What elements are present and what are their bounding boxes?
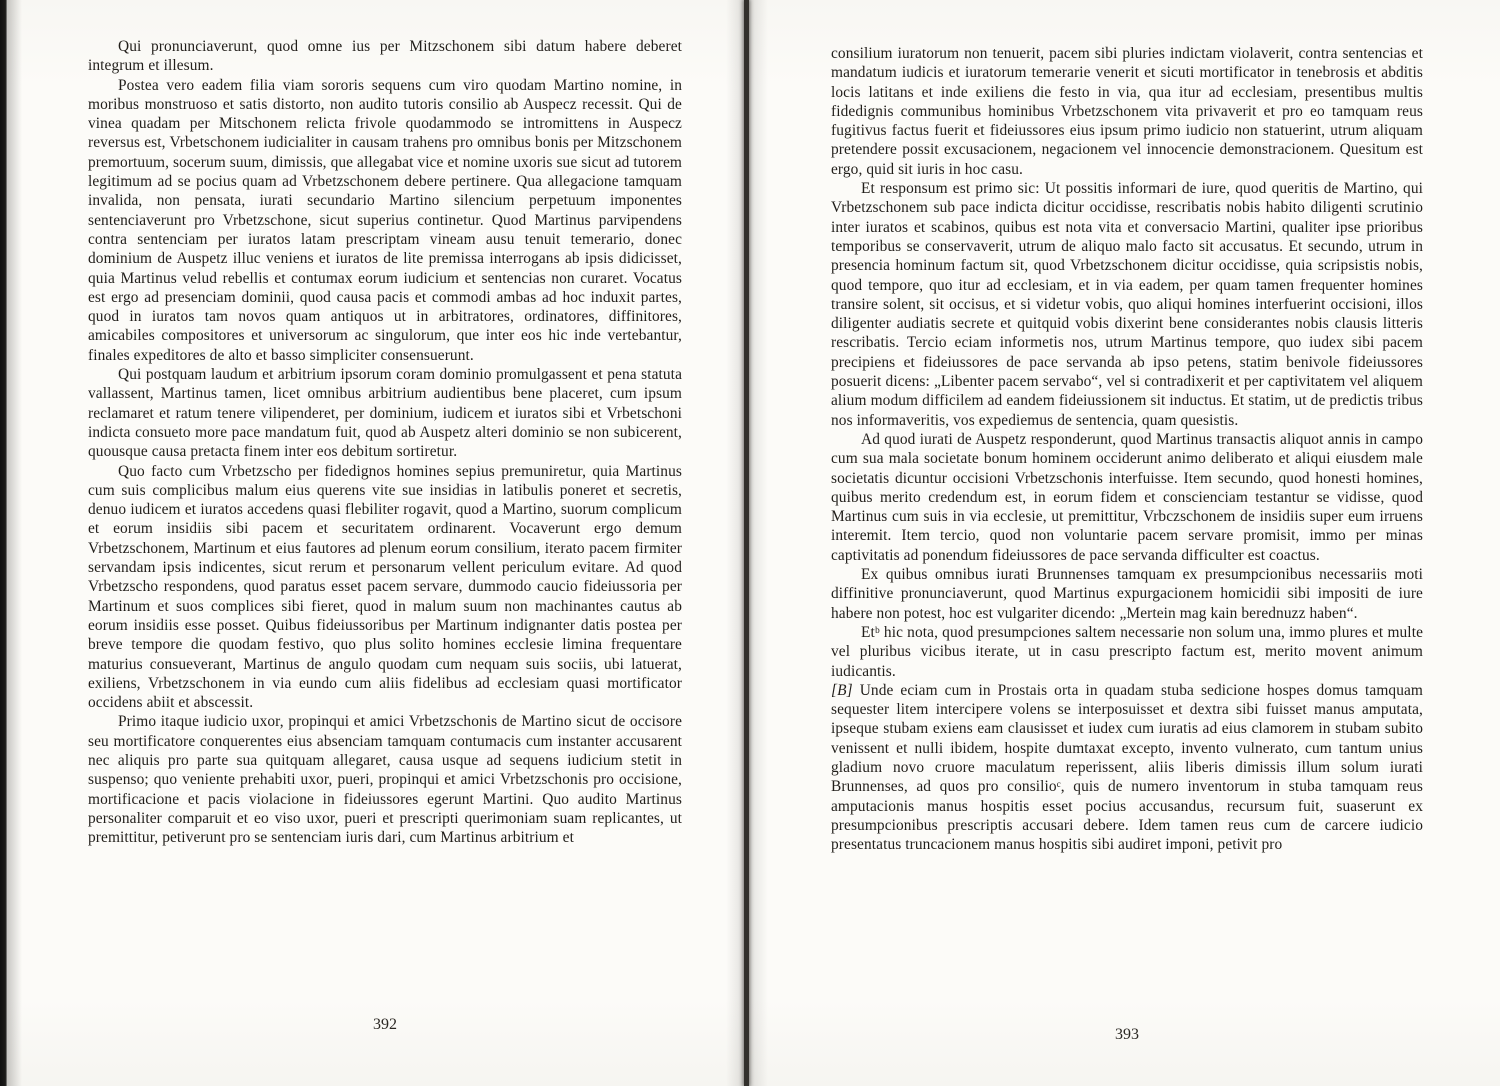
left-page-text — [88, 37, 682, 847]
paragraph: Qui postquam laudum et arbitrium ipsorum coram dominio promulgassent et pena statuta vallassent, Martinus tamen, licet omnibus arbitrium audientibus bene placeret, cum ipsum reclamaret et ratum tenere vilipenderet, per dominium, iudicem et iuratos sibi et Vrbetschoni indicta consueto more pace mandatum fuit, quod ab Auspetz alteri dominio se non subicerent, quousque causa pretacta finem inter eos debitum sortiretur. — [88, 366, 682, 461]
right-page-text — [831, 44, 1423, 854]
paragraph: Ex quibus omnibus iurati Brunnenses tamquam ex presumpcionibus necessariis moti diffinitive pronunciaverunt, quod Martinus expurgacionem homicidii sibi impositi de iure habere non potest, hoc est vulgariter dicendo: „Mertein mag kain berednuzz haben“. — [831, 566, 1423, 622]
paragraph: Et responsum est primo sic: Ut possitis informari de iure, quod queritis de Martino, qui Vrbetzschonem sub pace indicta dicitur occidisse, rescribatis nobis habito diligenti scrutinio inter iuratos et scabinos, quibus est nota vita et conversacio Martini, qualiter ipse prioribus temporibus se conservaverit, utrum de aliquo malo facto sit accusatus. Et secundo, utrum in presencia hominum factum sit, quod Vrbetzschonem dicitur occidisse, quia scripsistis nobis, quod tempore, quo itur ad ecclesiam, et in via eadem, per quam tamen frequenter homines transire solent, sit occisus, et si videtur vobis, quo aliqui homines interfuerint occisioni, illos diligenter audiatis secrete et quitquid vobis dixerint bene considerantes nobis clausis litteris rescribatis. Tercio eciam informetis nos, utrum Martinus tempore, quo iudex sibi pacem precipiens et fideiussores de pace servanda ab ipso petens, statim benivole fideiussores posuerit dicens: „Libenter pacem servabo“, vel si contradixerit et per captivitatem vel aliquem alium modum difficilem ad eandem fideiussionem sit inductus. Et statim, ut de predictis tribus nos informaveritis, vos expediemus de sentencia, quam quesistis. — [831, 180, 1423, 429]
left-page-number: 392 — [373, 1016, 397, 1033]
paragraph: consilium iuratorum non tenuerit, pacem sibi pluries indictam violaverit, contra sentencias et mandatum iudicis et iuratorum temerarie venerit et sicuti mortificator in tenebrosis et abditis locis latitans et inde exiliens die festo in via, qua itur ad ecclesiam, presentibus multis fidedignis communibus hominibus Vrbetzschonem vita privaverit et pro eo tamquam reus fugitivus factus fuerit et fideiussores eius ipsum primo iudicio non statuerint, utrum aliquam pretendere possit excusacionem, negacionem vel innocencie demonstracionem. Quesitum est ergo, quid sit iuris in hoc casu. — [831, 45, 1423, 178]
paragraph-lead-marker: [B] — [831, 681, 860, 699]
paragraph: Quo facto cum Vrbetzscho per fidedignos homines sepius premuniretur, quia Martinus cum suis complicibus malum eius querens vite sue insidias in latibulis poneret et secretis, denuo iudicem et iuratos accedens quasi flebiliter rogavit, quod a Martino, suorum complicum et eorum insidiis sibi pacem et securitatem ordinarent. Vocaverunt ergo demum Vrbetzschonem, Martinum et eius fautores ad plenum eorum consilium, iterato pacem firmiter servandam ipsis indicentes, sicut rerum et personarum vellent periculum evitare. Ad quod Vrbetzscho respondens, quod paratus esset pacem servare, dummodo caucio fideiussoria per Martinum et suos complices sibi fieret, quod in malum suum non machinantes cautus ab eorum insidiis esse posset. Quibus fideiussoribus per Martinum indignanter datis postea per breve tempore die quodam festivo, quo plus solito homines ecclesie limina frequentare maturius consueverant, Martinus de angulo quodam cum nequam suis sociis, ubi latuerat, exiliens, Vrbetzschonem in via eundo cum aliis fidelibus ad ecclesiam quasi mortificator occidens abiit et abscessit. — [88, 462, 682, 712]
paragraph: Qui pronunciaverunt, quod omne ius per Mitzschonem sibi datum habere deberet integrum et illesum. — [88, 38, 682, 75]
right-page-number: 393 — [1115, 1026, 1139, 1043]
paragraph: Primo itaque iudicio uxor, propinqui et amici Vrbetzschonis de Martino sicut de occisore seu mortificatore conquerentes eius absenciam tamquam contumacis cum instanter accusarent nec aliquis pro parte sua quitquam allegaret, causa usque ad sequens iudicium stetit in suspenso; quo veniente prehabiti uxor, pueri, propinqui et amici Vrbetzschonis pro occisione, mortificacione et pacis violacione in fideiussores egerunt Martini. Quo audito Martinus personaliter comparuit et eo viso uxor, pueri et prescripti querimoniam suam replicantes, ut premittitur, petiverunt pro se sentenciam iuris dari, cum Martinus arbitrium et — [88, 713, 682, 847]
paragraph: Postea vero eadem filia viam sororis sequens cum viro quodam Martino nomine, in moribus monstruoso et satis distorto, non audito tutoris consilio ab Auspecz recessit. Qui de vinea quadam per Mitschonem relicta frivole quodammodo se intromittens in Auspecz reversus est, Vrbetschonem iudicialiter in causam trahens pro omnibus bonis per Mitzschonem premortuum, socerum suum, dimissis, que allegabat vice et nomine uxoris sue sicut ad tutorem legitimum ad se pocius quam ad Vrbetzschonem debere pertinere. Qua allegacione tamquam invalida, non pensata, iurati secundario Martino silencium perpetuum imponentes sentenciaverunt pro Vrbetzschone, sicut superius continetur. Quod Martinus parvipendens contra sentenciam per iuratos latam prescriptam vineam ausu tenuit temerario, donec dominium de Auspetz illuc veniens et iuratos de lite premissa interrogans ab ipsis didicisset, quia Martinus velud rebellis et contumax eorum iudicium et sentencias non curaret. Vocatus est ergo ad presenciam dominii, quod causa pacis et commodi ambas ad hoc induxit partes, quod in iuratos tam novos quam antiquos ut in arbitratores, ordinatores, diffinitores, amicabiles compositores et universorum ac singulorum, que inter eos hic inde vertebantur, finales expeditores de alto et basso simpliciter consensuerunt. — [88, 76, 682, 364]
paragraph: [B] Unde eciam cum in Prostais orta in quadam stuba sedicione hospes domus tamquam sequester litem intercipere volens se interposuisset et dextra sibi fuisset manus amputata, ipseque stubam exiens eam clausisset et iudex cum iuratis ad eius clamorem in stubam subito venissent et nulli ibidem, hospite dumtaxat excepto, invento vulnerato, cum tantum unius gladium novo cruore maculatum reperissent, aliis liberis dimissis illum solum iurati Brunnenses, ad quos pro consilioᶜ, quis de numero inventorum in stuba tamquam reus amputacionis manus hospitis esset pocius accusandus, recursum fuit, suaserunt ex presumpcionibus prescriptis accusari debere. Idem tamen reus cum de carcere iudicio presentatus truncacionem manus hospitis sibi audiret imponi, petivit pro — [831, 681, 1423, 854]
paragraph: Ad quod iurati de Auspetz responderunt, quod Martinus transactis aliquot annis in campo cum sua mala societate bonum hominem occiderunt animo deliberato et aliqui eiusdem male societatis dicuntur occisioni Vrbetzschonis interfuisse. Item secundo, quod honesti homines, quibus merito credendum est, in eorum fidem et conscienciam testantur se vidisse, quod Martinus cum suis in via ecclesie, ut premittitur, Vrbczschonem de insidiis super eum irruens interemit. Item tercio, quod non voluntarie pacem servare promisit, immo per minas captivitatis ad ponendum fideiussores de pace servanda difficulter est coactus. — [831, 430, 1423, 564]
scan-edge-shadow — [0, 0, 8, 1086]
paragraph: Etᵇ hic nota, quod presumpciones saltem necessarie non solum una, immo plures et multe vel pluribus vicibus iterate, ut in casu prescripto factum est, merito movent animum iudicantis. — [831, 623, 1423, 680]
binding-line — [744, 0, 749, 1086]
